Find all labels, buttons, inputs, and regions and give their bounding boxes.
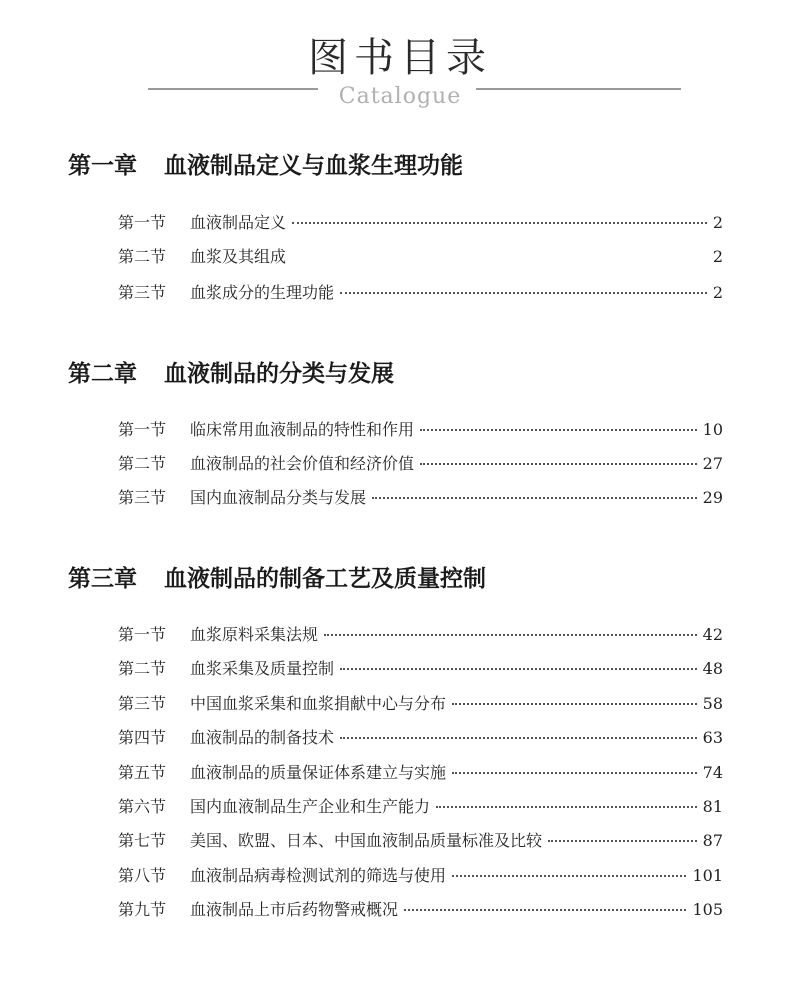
dot-leader xyxy=(404,908,686,911)
dot-leader xyxy=(452,771,697,774)
page-number: 29 xyxy=(702,488,723,507)
dot-leader xyxy=(340,667,697,670)
toc-entry xyxy=(118,897,723,923)
toc-entry xyxy=(118,691,723,717)
dot-leader xyxy=(324,633,697,636)
section-title: 血浆原料采集法规 xyxy=(190,625,319,644)
section-title: 中国血浆采集和血浆捐献中心与分布 xyxy=(190,694,447,713)
section-title: 血浆成分的生理功能 xyxy=(190,283,335,302)
section-title: 血浆采集及质量控制 xyxy=(190,659,335,678)
dot-leader xyxy=(372,496,697,499)
section-title: 血浆及其组成 xyxy=(190,247,287,266)
toc-entry xyxy=(118,794,723,820)
page-number: 42 xyxy=(702,625,723,644)
page-number: 10 xyxy=(702,420,723,439)
page-number: 58 xyxy=(702,694,723,713)
section-number: 第四节 xyxy=(118,728,167,747)
section-title: 血液制品的质量保证体系建立与实施 xyxy=(190,763,447,782)
dot-leader xyxy=(436,805,697,808)
section-number: 第一节 xyxy=(118,420,167,439)
section-title: 血液制品的制备技术 xyxy=(190,728,335,747)
section-number: 第八节 xyxy=(118,866,167,885)
page-number: 63 xyxy=(702,728,723,747)
page-number: 101 xyxy=(692,866,723,885)
chapter-heading xyxy=(68,563,728,595)
page-number: 2 xyxy=(712,247,723,266)
chapter-number: 第二章 xyxy=(68,361,137,387)
section-title: 国内血液制品分类与发展 xyxy=(190,488,367,507)
dot-leader xyxy=(292,255,707,258)
page-subtitle: Catalogue xyxy=(338,84,462,109)
section-number: 第三节 xyxy=(118,283,167,302)
dot-leader xyxy=(420,462,697,465)
toc-entry xyxy=(118,760,723,786)
page-number: 2 xyxy=(712,213,723,232)
dot-leader xyxy=(420,428,697,431)
toc-entry xyxy=(118,622,723,648)
chapter-heading xyxy=(68,150,728,182)
toc-entry xyxy=(118,828,723,854)
section-number: 第二节 xyxy=(118,659,167,678)
section-number: 第三节 xyxy=(118,488,167,507)
dot-leader xyxy=(548,839,697,842)
section-number: 第六节 xyxy=(118,797,167,816)
dot-leader xyxy=(452,702,697,705)
section-title: 国内血液制品生产企业和生产能力 xyxy=(190,797,431,816)
dot-leader xyxy=(340,736,697,739)
section-number: 第一节 xyxy=(118,625,167,644)
section-title: 血液制品上市后药物警戒概况 xyxy=(190,900,399,919)
section-number: 第二节 xyxy=(118,454,167,473)
toc-entry xyxy=(118,451,723,477)
section-title: 美国、欧盟、日本、中国血液制品质量标准及比较 xyxy=(190,831,543,850)
chapter-heading xyxy=(68,358,728,390)
page-number: 87 xyxy=(702,831,723,850)
toc-entry xyxy=(118,863,723,889)
page-number: 105 xyxy=(692,900,723,919)
page-number: 48 xyxy=(702,659,723,678)
section-number: 第一节 xyxy=(118,213,167,232)
toc-entry xyxy=(118,280,723,306)
chapter-title: 血液制品定义与血浆生理功能 xyxy=(164,153,463,179)
toc-entry xyxy=(118,725,723,751)
page-number: 2 xyxy=(712,283,723,302)
page-number: 74 xyxy=(702,763,723,782)
toc-entry xyxy=(118,485,723,511)
chapter-number: 第一章 xyxy=(68,153,137,179)
section-number: 第三节 xyxy=(118,694,167,713)
section-title: 血液制品病毒检测试剂的筛选与使用 xyxy=(190,866,447,885)
toc-entry xyxy=(118,417,723,443)
section-number: 第九节 xyxy=(118,900,167,919)
chapter-title: 血液制品的分类与发展 xyxy=(164,361,394,387)
section-number: 第五节 xyxy=(118,763,167,782)
section-number: 第七节 xyxy=(118,831,167,850)
page-title: 图书目录 xyxy=(308,35,492,81)
chapter-number: 第三章 xyxy=(68,566,137,592)
dot-leader xyxy=(292,221,707,224)
section-title: 临床常用血液制品的特性和作用 xyxy=(190,420,415,439)
page-number: 27 xyxy=(702,454,723,473)
dot-leader xyxy=(340,291,707,294)
toc-entry xyxy=(118,210,723,236)
section-number: 第二节 xyxy=(118,247,167,266)
toc-entry xyxy=(118,656,723,682)
section-title: 血液制品定义 xyxy=(190,213,287,232)
section-title: 血液制品的社会价值和经济价值 xyxy=(190,454,415,473)
chapter-title: 血液制品的制备工艺及质量控制 xyxy=(164,566,486,592)
catalogue-header xyxy=(0,0,800,130)
dot-leader xyxy=(452,874,686,877)
page-number: 81 xyxy=(702,797,723,816)
toc-entry xyxy=(118,244,723,270)
